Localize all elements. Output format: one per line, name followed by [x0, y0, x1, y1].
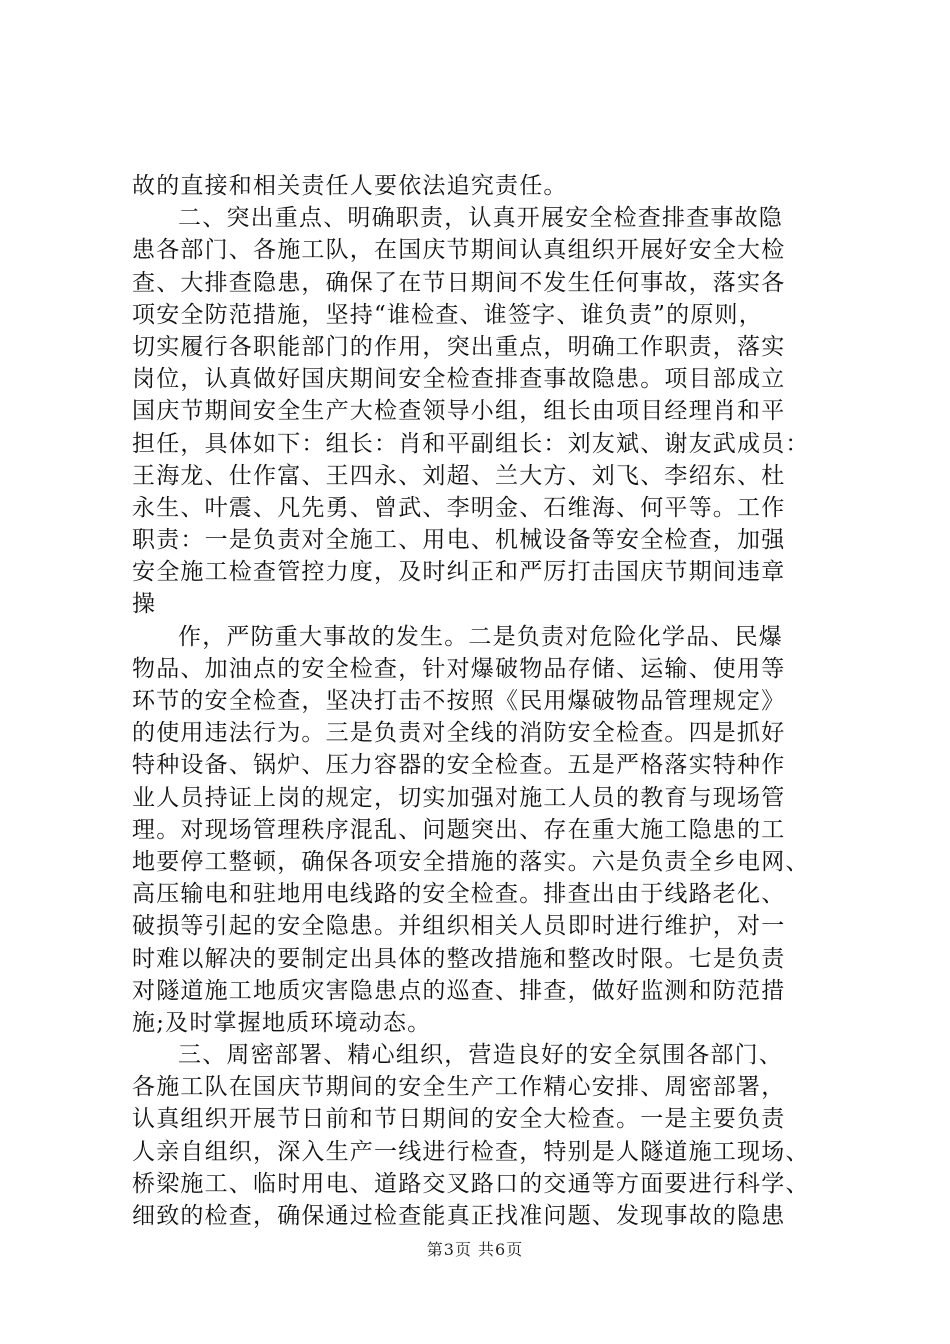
- text-line: 细致的检查，确保通过检查能真正找准问题、发现事故的隐患: [132, 1203, 786, 1229]
- text-line: 职责：一是负责对全施工、用电、机械设备等安全检查，加强: [132, 527, 786, 554]
- text-line: 永生、叶震、凡先勇、曾武、李明金、石维海、何平等。工作: [132, 494, 786, 521]
- text-line: 担任，具体如下：组长：肖和平副组长：刘友斌、谢友武成员：: [132, 430, 810, 457]
- text-line: 作，严防重大事故的发生。二是负责对危险化学品、民爆: [178, 623, 783, 650]
- text-line: 施;及时掌握地质环境动态。: [132, 1009, 432, 1036]
- text-line: 理。对现场管理秩序混乱、问题突出、存在重大施工隐患的工: [132, 816, 786, 843]
- text-line: 桥梁施工、临时用电、道路交叉路口的交通等方面要进行科学、: [132, 1170, 810, 1197]
- text-line: 安全施工检查管控力度，及时纠正和严厉打击国庆节期间违章: [132, 559, 786, 586]
- page-footer: 第3页 共6页: [426, 1240, 524, 1259]
- text-line: 业人员持证上岗的规定，切实加强对施工人员的教育与现场管: [132, 784, 786, 811]
- text-line: 岗位，认真做好国庆期间安全检查排查事故隐患。项目部成立: [132, 366, 786, 393]
- text-line: 特种设备、锅炉、压力容器的安全检查。五是严格落实特种作: [132, 752, 786, 779]
- text-line: 环节的安全检查，坚决打击不按照《民用爆破物品管理规定》: [132, 688, 786, 714]
- text-line: 王海龙、仕作富、王四永、刘超、兰大方、刘飞、李绍东、杜: [132, 462, 786, 489]
- text-line: 切实履行各职能部门的作用，突出重点，明确工作职责，落实: [132, 333, 786, 360]
- text-line: 三、周密部署、精心组织，营造良好的安全氛围各部门、: [178, 1042, 783, 1069]
- text-line: 项安全防范措施，坚持“谁检查、谁签字、谁负责”的原则，: [132, 301, 763, 328]
- text-line: 各施工队在国庆节期间的安全生产工作精心安排、周密部署，: [132, 1074, 786, 1101]
- text-line: 患各部门、各施工队，在国庆节期间认真组织开展好安全大检: [132, 237, 786, 264]
- text-line: 国庆节期间安全生产大检查领导小组，组长由项目经理肖和平: [132, 398, 786, 425]
- text-line: 对隧道施工地质灾害隐患点的巡查、排查，做好监测和防范措: [132, 977, 786, 1004]
- text-line: 高压输电和驻地用电线路的安全检查。排查出由于线路老化、: [132, 881, 786, 908]
- text-line: 二、突出重点、明确职责，认真开展安全检查排查事故隐: [178, 205, 783, 232]
- document-body: [132, 170, 832, 1232]
- text-line: 破损等引起的安全隐患。并组织相关人员即时进行维护，对一: [132, 913, 786, 940]
- text-line: 的使用违法行为。三是负责对全线的消防安全检查。四是抓好: [132, 720, 786, 747]
- text-line: 物品、加油点的安全检查，针对爆破物品存储、运输、使用等: [132, 655, 786, 682]
- text-line: 查、大排查隐患，确保了在节日期间不发生任何事故，落实各: [132, 269, 786, 296]
- text-line: 地要停工整顿，确保各项安全措施的落实。六是负责全乡电网、: [132, 848, 810, 875]
- text-line: 故的直接和相关责任人要依法追究责任。: [132, 173, 568, 199]
- text-line: 认真组织开展节日前和节日期间的安全大检查。一是主要负责: [132, 1106, 786, 1133]
- text-line: 人亲自组织，深入生产一线进行检查，特别是人隧道施工现场、: [132, 1138, 810, 1165]
- text-line: 时难以解决的要制定出具体的整改措施和整改时限。七是负责: [132, 945, 786, 972]
- text-line: 操: [132, 591, 157, 618]
